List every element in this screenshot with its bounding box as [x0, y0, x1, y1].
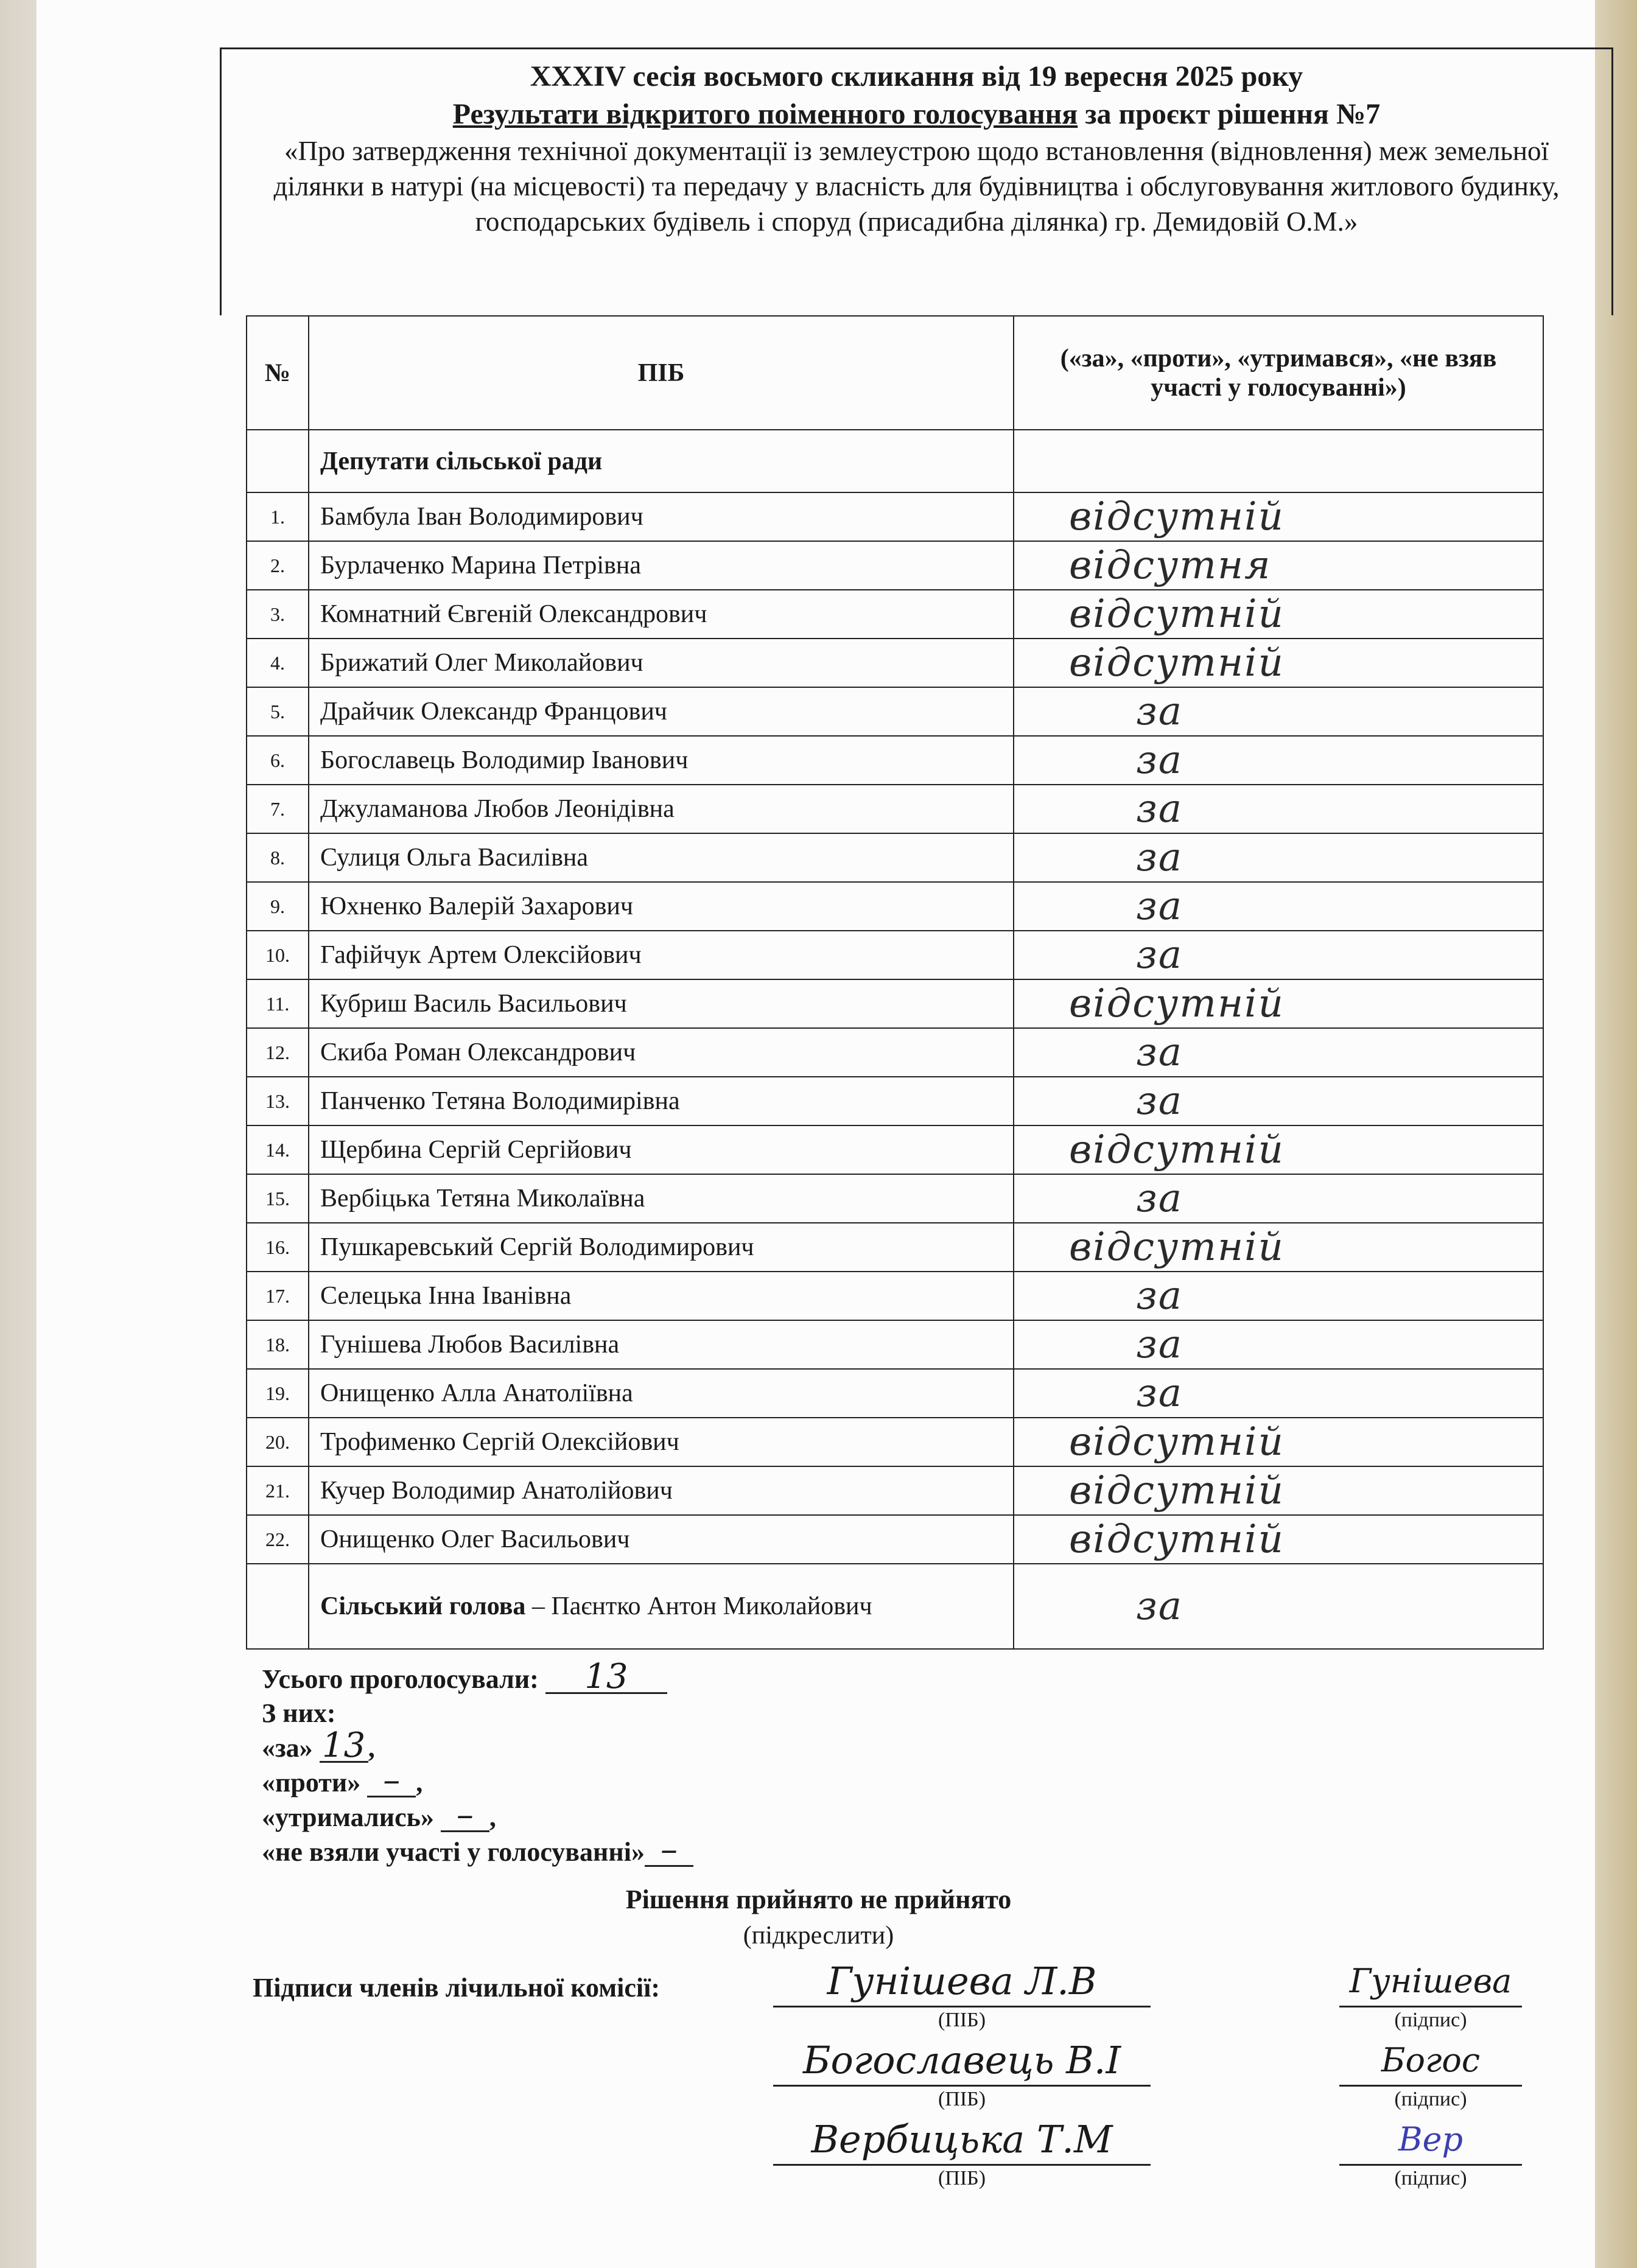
vote-value: за [1014, 687, 1543, 736]
row-number: 20. [247, 1418, 309, 1466]
decision-subject: «Про затвердження технічної документації із землеустрою щодо встановлення (відновлення) меж земельної ділянки в натурі (на місцевості) та передачу у власність для будівництва і обслуговування житлового будинку, господарських будівель і споруд (присадибна ділянка) гр. Демидовій О.М.» [273, 136, 1560, 237]
pib-caption: (ПІБ) [938, 2167, 986, 2189]
row-number: 16. [247, 1223, 309, 1272]
row-number: 10. [247, 931, 309, 979]
deputy-name: Сулиця Ольга Василівна [309, 833, 1014, 882]
vote-value: за [1014, 882, 1543, 931]
table-row [247, 687, 1543, 736]
deputy-name: Гунішева Любов Василівна [309, 1320, 1014, 1369]
commission-member-2 [773, 2036, 1613, 2115]
deputy-name: Панченко Тетяна Володимирівна [309, 1077, 1014, 1125]
signatures-label: Підписи членів лічильної комісії: [253, 1973, 661, 2003]
deputy-name: Онищенко Алла Анатоліївна [309, 1369, 1014, 1418]
table-row [247, 1223, 1543, 1272]
deputy-name: Джуламанова Любов Леонідівна [309, 785, 1014, 833]
row-number: 8. [247, 833, 309, 882]
row-number: 1. [247, 492, 309, 541]
table-row [247, 541, 1543, 590]
row-number: 5. [247, 687, 309, 736]
vote-value: за [1014, 785, 1543, 833]
deputy-name: Бурлаченко Марина Петрівна [309, 541, 1014, 590]
deputy-name: Брижатий Олег Миколайович [309, 639, 1014, 687]
of-them-label: З них: [262, 1698, 336, 1728]
table-row [247, 1077, 1543, 1125]
row-number: 19. [247, 1369, 309, 1418]
vote-value: за [1014, 1028, 1543, 1077]
commission-member-3 [773, 2115, 1613, 2194]
deputy-name: Кучер Володимир Анатолійович [309, 1466, 1014, 1515]
vote-value: за [1014, 931, 1543, 979]
deputy-name: Юхненко Валерій Захарович [309, 882, 1014, 931]
vote-value: за [1014, 1320, 1543, 1369]
for-value: 13 [320, 1731, 368, 1763]
signature-caption: (підпис) [1394, 2009, 1467, 2031]
vote-value: за [1014, 1077, 1543, 1125]
row-number: 2. [247, 541, 309, 590]
table-row [247, 1174, 1543, 1223]
total-value: 13 [545, 1662, 667, 1694]
absent-value: – [645, 1835, 693, 1867]
deputy-name: Онищенко Олег Васильович [309, 1515, 1014, 1564]
col-vote-header: («за», «проти», «утримався», «не взяв участі у голосуванні») [1014, 316, 1543, 430]
decision-result: Рішення прийнято не прийнято [625, 1885, 1012, 1914]
deputy-name: Кубриш Василь Васильович [309, 979, 1014, 1028]
row-number: 17. [247, 1272, 309, 1320]
row-number: 11. [247, 979, 309, 1028]
table-row [247, 492, 1543, 541]
table-row [247, 979, 1543, 1028]
session-title: XXXIV сесія восьмого скликання від 19 вересня 2025 року [530, 60, 1303, 93]
commission-member-1 [773, 1957, 1613, 2036]
vote-value: відсутній [1014, 979, 1543, 1028]
table-row [247, 736, 1543, 785]
against-label: «проти» [262, 1768, 361, 1797]
row-number: 14. [247, 1125, 309, 1174]
vote-value: відсутній [1014, 1515, 1543, 1564]
deputy-name: Богославець Володимир Іванович [309, 736, 1014, 785]
table-row [247, 1320, 1543, 1369]
table-row [247, 833, 1543, 882]
vote-summary: Усього проголосували: 13 З них: «за» 13, «проти» – , «утримались» – , «не взяли участі у голосуванні» – [262, 1662, 693, 1869]
head-label: Сільський голова [320, 1592, 526, 1620]
row-number: 22. [247, 1515, 309, 1564]
vote-value: відсутня [1014, 541, 1543, 590]
head-name: – Паєнтко Антон Миколайович [525, 1592, 872, 1620]
vote-value: відсутній [1014, 1418, 1543, 1466]
row-number: 6. [247, 736, 309, 785]
vote-value: відсутній [1014, 639, 1543, 687]
signature-caption: (підпис) [1394, 2088, 1467, 2110]
vote-value: за [1014, 1272, 1543, 1320]
document-header [220, 47, 1613, 315]
table-row [247, 785, 1543, 833]
total-label: Усього проголосували: [262, 1664, 539, 1694]
vote-value: за [1014, 833, 1543, 882]
results-title-underlined: Результати відкритого поіменного голосування [452, 98, 1078, 130]
table-row [247, 1515, 1543, 1564]
row-number: 13. [247, 1077, 309, 1125]
signature-caption: (підпис) [1394, 2167, 1467, 2189]
row-number: 12. [247, 1028, 309, 1077]
underline-hint: (підкреслити) [743, 1922, 894, 1950]
absent-label: «не взяли участі у голосуванні» [262, 1837, 645, 1867]
vote-value: за [1014, 1369, 1543, 1418]
pib-caption: (ПІБ) [938, 2009, 986, 2031]
head-row [247, 1564, 1543, 1649]
vote-value: відсутній [1014, 1125, 1543, 1174]
results-title [222, 96, 1611, 133]
table-row [247, 882, 1543, 931]
deputy-name: Селецька Інна Іванівна [309, 1272, 1014, 1320]
member-signature: Богос [1339, 2036, 1522, 2087]
abstain-label: «утримались» [262, 1802, 434, 1832]
vote-value: відсутній [1014, 492, 1543, 541]
col-num-header: № [247, 316, 309, 430]
deputy-name: Трофименко Сергій Олексійович [309, 1418, 1014, 1466]
deputy-name: Вербіцька Тетяна Миколаївна [309, 1174, 1014, 1223]
row-number: 18. [247, 1320, 309, 1369]
deputy-name: Скиба Роман Олександрович [309, 1028, 1014, 1077]
for-label: «за» [262, 1733, 313, 1763]
vote-value: відсутній [1014, 1223, 1543, 1272]
deputy-name: Гафійчук Артем Олексійович [309, 931, 1014, 979]
row-number: 21. [247, 1466, 309, 1515]
row-number: 15. [247, 1174, 309, 1223]
pib-caption: (ПІБ) [938, 2088, 986, 2110]
abstain-value: – [441, 1800, 489, 1832]
member-signature: Гунішева [1339, 1957, 1522, 2007]
table-row [247, 1125, 1543, 1174]
table-row [247, 1369, 1543, 1418]
table-row [247, 931, 1543, 979]
voting-table [246, 315, 1544, 1650]
deputy-name: Бамбула Іван Володимирович [309, 492, 1014, 541]
deputy-name: Пушкаревський Сергій Володимирович [309, 1223, 1014, 1272]
group-label: Депутати сільської ради [309, 430, 1014, 492]
vote-value: відсутній [1014, 1466, 1543, 1515]
table-row [247, 1418, 1543, 1466]
row-number: 4. [247, 639, 309, 687]
row-number: 7. [247, 785, 309, 833]
head-vote: за [1014, 1564, 1543, 1649]
deputy-name: Щербина Сергій Сергійович [309, 1125, 1014, 1174]
member-pib: Богославець В.І [773, 2036, 1151, 2087]
group-row [247, 430, 1543, 492]
member-pib: Вербицька Т.М [773, 2115, 1151, 2166]
vote-value: відсутній [1014, 590, 1543, 639]
vote-value: за [1014, 1174, 1543, 1223]
row-number: 3. [247, 590, 309, 639]
table-row [247, 639, 1543, 687]
member-pib: Гунішева Л.В [773, 1957, 1151, 2007]
table-row [247, 590, 1543, 639]
table-row [247, 1272, 1543, 1320]
table-row [247, 1028, 1543, 1077]
results-title-rest: за проєкт рішення №7 [1078, 98, 1381, 130]
against-value: – [367, 1765, 416, 1797]
deputy-name: Драйчик Олександр Францович [309, 687, 1014, 736]
vote-value: за [1014, 736, 1543, 785]
table-row [247, 1466, 1543, 1515]
member-signature: Вер [1339, 2115, 1522, 2166]
col-name-header: ПІБ [309, 316, 1014, 430]
deputy-name: Комнатний Євгеній Олександрович [309, 590, 1014, 639]
row-number: 9. [247, 882, 309, 931]
